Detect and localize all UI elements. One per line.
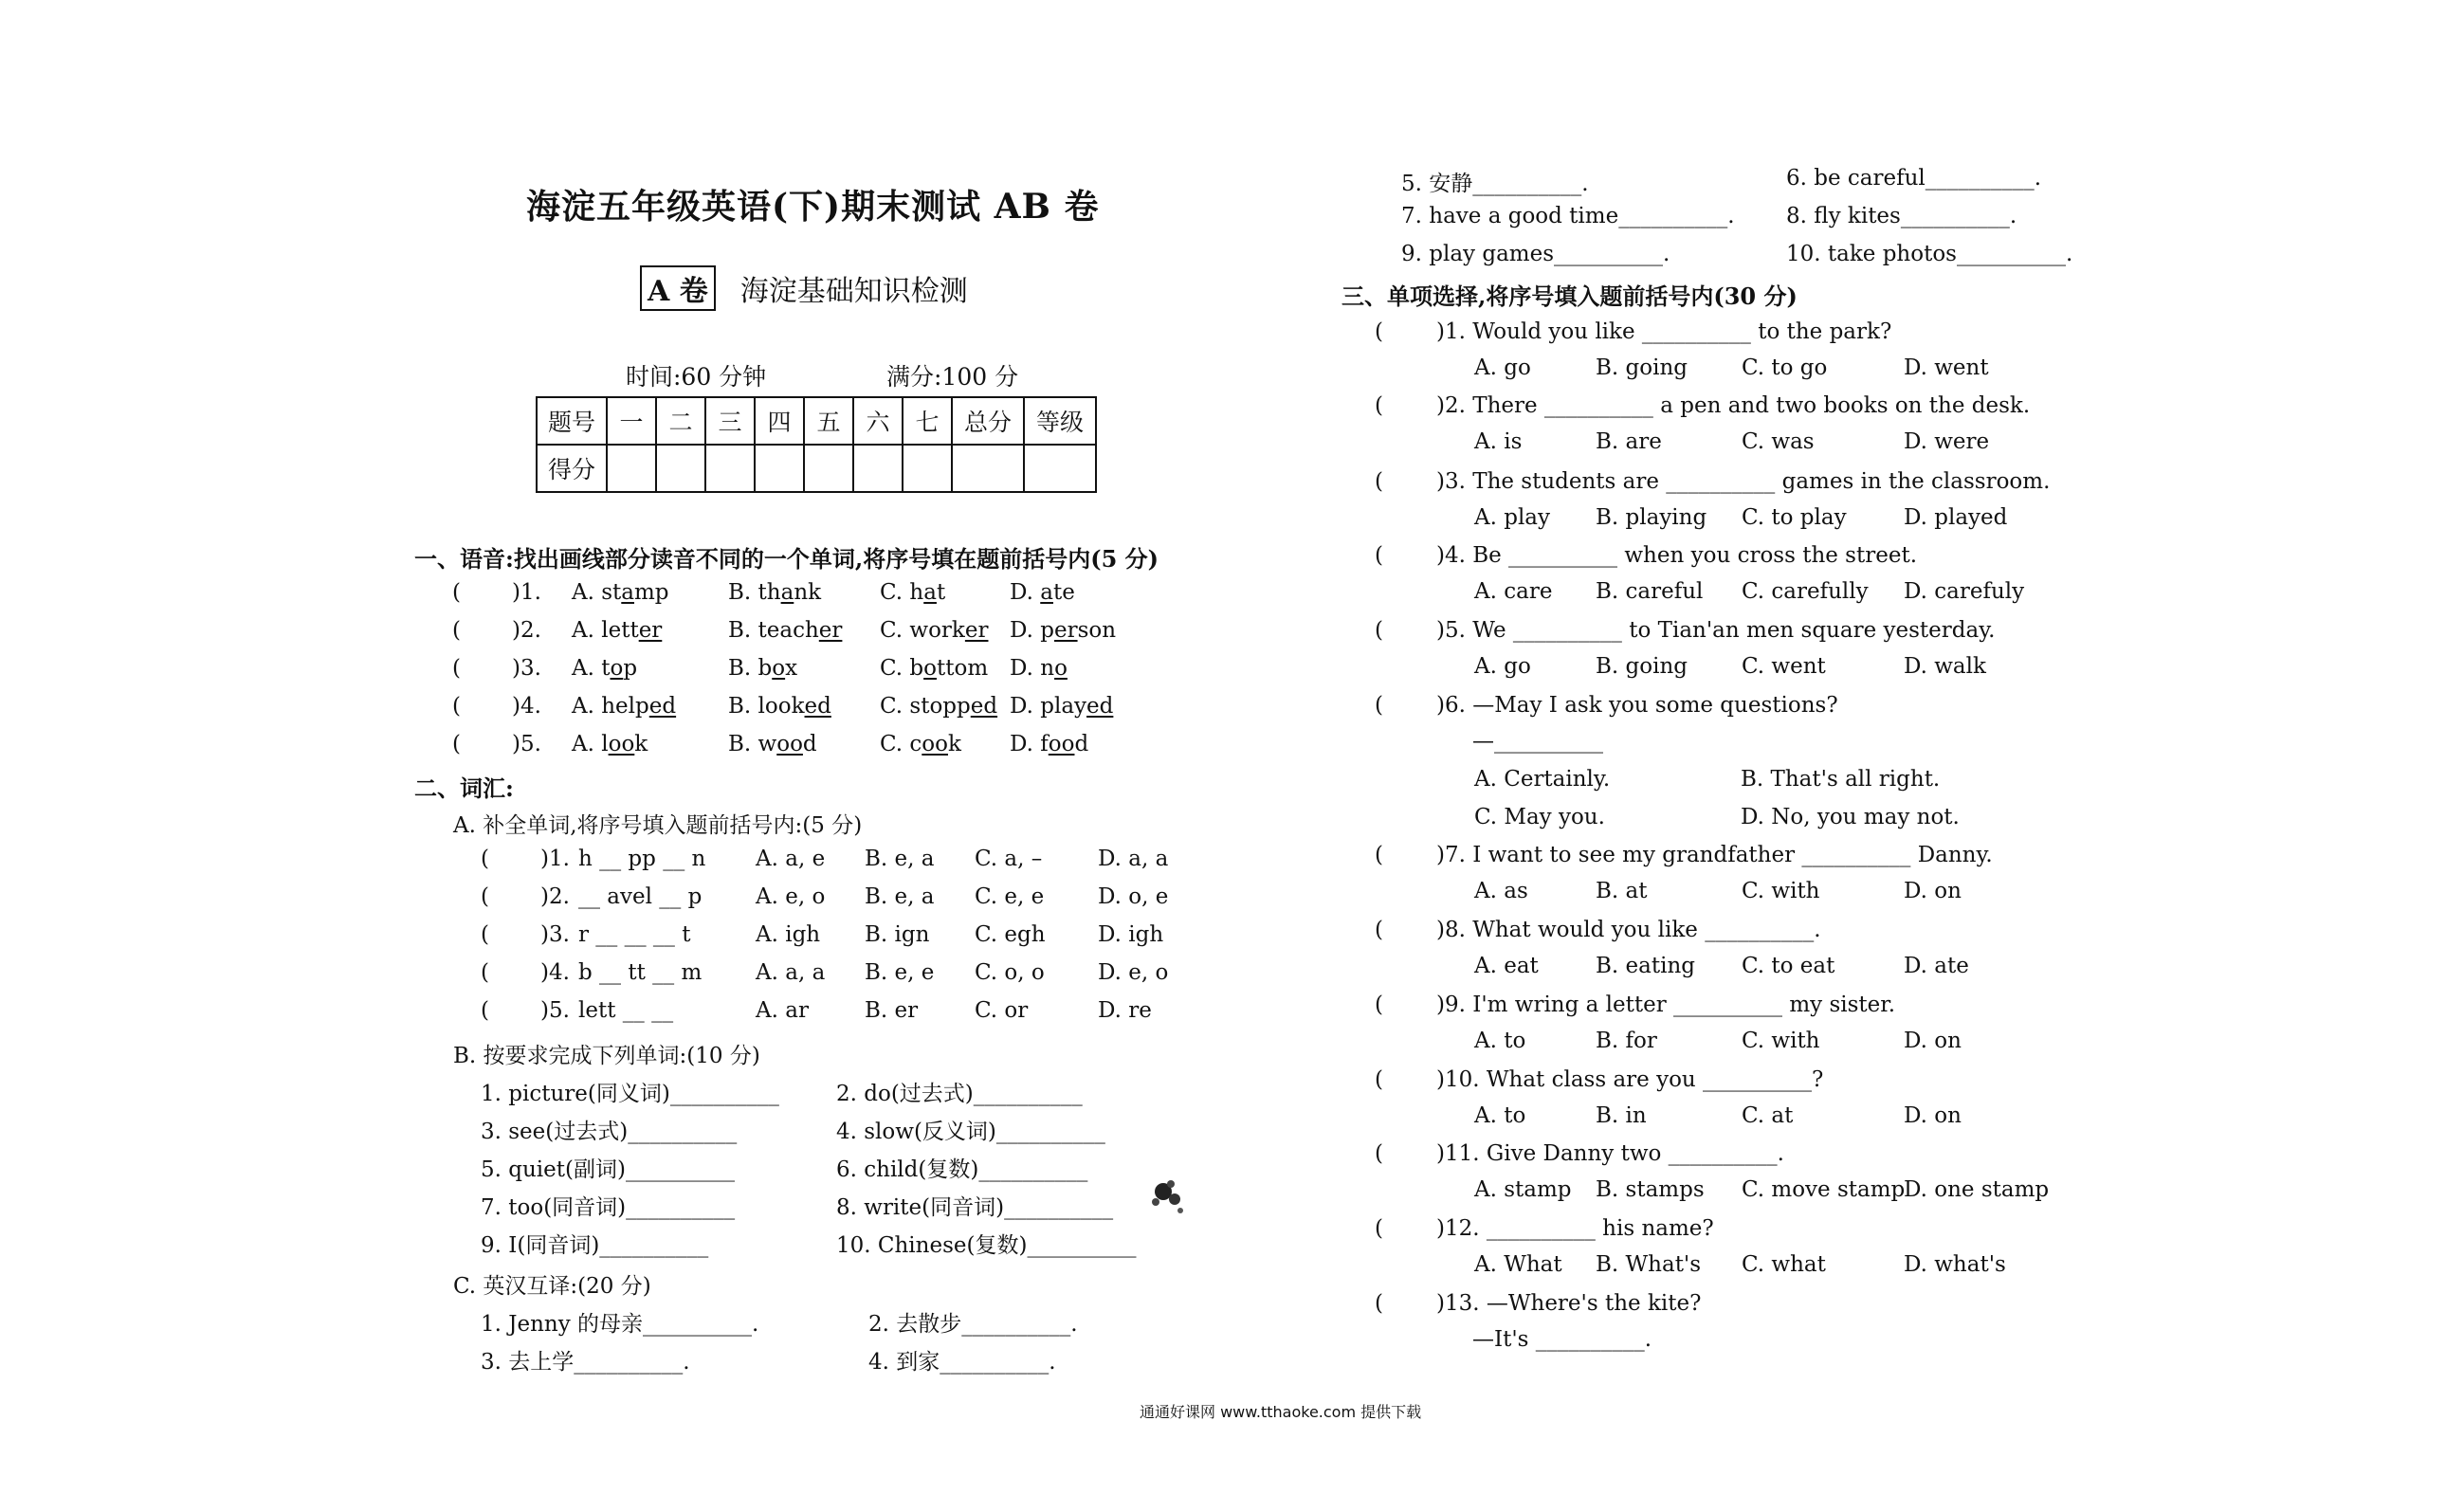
word-task[interactable]: 4. slow(反义词)__________ — [836, 1120, 1105, 1144]
score-cell-header: 题号 — [537, 397, 607, 445]
option-suffix: x — [785, 656, 798, 681]
option-word — [728, 732, 817, 756]
answer-paren[interactable]: ( — [1375, 1141, 1383, 1166]
option: B. What's — [1596, 1252, 1702, 1277]
underlined-part: ed — [648, 694, 677, 719]
option-word — [728, 580, 821, 605]
score-cell-empty[interactable] — [755, 445, 804, 492]
option-letters: A. ar — [756, 998, 809, 1023]
option: D. what's — [1904, 1252, 2006, 1277]
option: D. carefuly — [1904, 579, 2025, 604]
option-letters: C. or — [975, 998, 1029, 1023]
answer-paren[interactable]: ( — [1375, 618, 1383, 643]
score-cell-header: 六 — [853, 397, 903, 445]
word-task[interactable]: 3. see(过去式)__________ — [481, 1120, 738, 1144]
underlined-part: er — [818, 618, 843, 643]
answer-paren[interactable]: ( — [452, 656, 461, 681]
answer-paren[interactable]: ( — [1375, 1291, 1383, 1316]
option: B. are — [1596, 429, 1662, 454]
option: C. to go — [1742, 355, 1828, 380]
option-word — [572, 732, 648, 756]
option-letters: D. igh — [1098, 922, 1164, 947]
underlined-part: o — [1054, 656, 1068, 681]
score-cell-empty[interactable] — [656, 445, 705, 492]
question-text: )2. There __________ a pen and two books on the desk. — [1436, 393, 2031, 418]
option: B. going — [1596, 654, 1688, 679]
question-text: )3. The students are __________ games in the classroom. — [1436, 469, 2051, 494]
option: B. That's all right. — [1741, 767, 1941, 792]
question-text: )9. I'm wring a letter __________ my sister. — [1436, 993, 1896, 1017]
score-cell-header: 七 — [903, 397, 952, 445]
ink-blot-icon — [1142, 1171, 1190, 1218]
translation-task[interactable]: 5. 安静__________. — [1401, 172, 1589, 196]
section1-title: 一、语音:找出画线部分读音不同的一个单词,将序号填在题前括号内(5 分) — [414, 545, 1159, 573]
option: D. on — [1904, 1103, 1962, 1128]
option-word — [1010, 656, 1068, 681]
question-number: )4. — [540, 960, 570, 985]
option: D. went — [1904, 355, 1989, 380]
option-word — [1010, 618, 1116, 643]
translation-task[interactable]: 8. fly kites__________. — [1786, 204, 2017, 228]
score-cell-header: 一 — [607, 397, 656, 445]
option-prefix: C. work — [880, 618, 965, 643]
answer-paren[interactable]: ( — [481, 960, 489, 985]
option-word — [1010, 580, 1075, 605]
answer-paren[interactable]: ( — [1375, 1216, 1383, 1241]
option-word — [572, 694, 676, 719]
score-cell-empty[interactable] — [705, 445, 755, 492]
option-letters: C. o, o — [975, 960, 1045, 985]
option-letters: B. e, a — [865, 884, 935, 909]
option-suffix: p — [623, 656, 638, 681]
option: A. stamp — [1474, 1177, 1572, 1202]
question-text: )13. —Where's the kite? — [1436, 1291, 1702, 1316]
incomplete-word: h __ pp __ n — [578, 847, 706, 871]
option: A. Certainly. — [1474, 767, 1611, 792]
option-word — [880, 732, 961, 756]
option-prefix: C. h — [880, 580, 924, 605]
page-title: 海淀五年级英语(下)期末测试 AB 卷 — [526, 187, 1100, 227]
option-word — [572, 618, 662, 643]
answer-paren[interactable]: ( — [452, 618, 461, 643]
underlined-part: ed — [970, 694, 998, 719]
answer-dash: —It's __________. — [1472, 1327, 1652, 1352]
subtitle-text: 海淀基础知识检测 — [739, 275, 968, 308]
option-suffix: nk — [794, 580, 822, 605]
option: C. to play — [1742, 505, 1847, 530]
answer-paren[interactable]: ( — [452, 732, 461, 756]
option: C. what — [1742, 1252, 1826, 1277]
incomplete-word: __ avel __ p — [578, 884, 703, 909]
option: B. at — [1596, 879, 1648, 903]
option: C. move stamp — [1742, 1177, 1906, 1202]
section3-title: 三、单项选择,将序号填入题前括号内(30 分) — [1342, 282, 1798, 310]
option-suffix: k — [948, 732, 961, 756]
word-task[interactable]: 9. I(同音词)__________ — [481, 1233, 709, 1258]
underlined-part: ed — [1086, 694, 1114, 719]
underlined-part: a — [1040, 580, 1053, 605]
answer-paren[interactable]: ( — [1375, 319, 1383, 344]
option-letters: A. a, e — [756, 847, 826, 871]
underlined-part: oo — [776, 732, 803, 756]
section2-partA-title: A. 补全单词,将序号填入题前括号内:(5 分) — [453, 813, 863, 838]
translation-task[interactable]: 4. 到家__________. — [868, 1350, 1056, 1375]
option: C. was — [1742, 429, 1815, 454]
underlined-part: o — [923, 656, 937, 681]
incomplete-word: lett __ __ — [578, 998, 674, 1023]
option-prefix: B. w — [728, 732, 777, 756]
option: A. care — [1474, 579, 1553, 604]
option-word — [728, 656, 797, 681]
option: D. one stamp — [1904, 1177, 2050, 1202]
score-cell-empty[interactable] — [607, 445, 656, 492]
word-task[interactable]: 8. write(同音词)__________ — [836, 1195, 1114, 1220]
answer-paren[interactable]: ( — [1375, 393, 1383, 418]
option: C. with — [1742, 1029, 1820, 1053]
option-letters: D. a, a — [1098, 847, 1169, 871]
section2-partC-title: C. 英汉互译:(20 分) — [453, 1274, 651, 1299]
score-cell-header: 四 — [755, 397, 804, 445]
score-cell-empty[interactable] — [804, 445, 853, 492]
option-letters: D. re — [1098, 998, 1152, 1023]
option: B. in — [1596, 1103, 1647, 1128]
answer-paren[interactable]: ( — [1375, 693, 1383, 718]
option-letters: B. e, a — [865, 847, 935, 871]
score-row-label: 得分 — [537, 445, 607, 492]
option: A. go — [1474, 654, 1531, 679]
option-word — [1010, 732, 1088, 756]
option-prefix: D. n — [1010, 656, 1055, 681]
answer-paren[interactable]: ( — [481, 884, 489, 909]
word-task[interactable]: 5. quiet(副词)__________ — [481, 1157, 735, 1182]
translation-task[interactable]: 3. 去上学__________. — [481, 1350, 690, 1375]
option-word — [728, 694, 831, 719]
question-number: )5. — [540, 998, 570, 1023]
option: A. to — [1474, 1103, 1526, 1128]
option: D. walk — [1904, 654, 1986, 679]
question-text: )8. What would you like __________. — [1436, 918, 1821, 942]
score-cell-empty[interactable] — [1024, 445, 1096, 492]
translation-task[interactable]: 1. Jenny 的母亲__________. — [481, 1312, 759, 1337]
option-word — [880, 618, 988, 643]
paper-a-label: A 卷 — [640, 265, 716, 311]
option: D. ate — [1904, 954, 1969, 978]
score-cell-empty[interactable] — [903, 445, 952, 492]
option-word — [1010, 694, 1113, 719]
option: B. going — [1596, 355, 1688, 380]
score-cell-header: 五 — [804, 397, 853, 445]
answer-paren[interactable]: ( — [452, 580, 461, 605]
option-prefix: D. p — [1010, 618, 1054, 643]
option-letters: D. o, e — [1098, 884, 1169, 909]
option-suffix: te — [1052, 580, 1075, 605]
underlined-part: oo — [922, 732, 948, 756]
option-letters: C. egh — [975, 922, 1046, 947]
option-letters: B. e, e — [865, 960, 935, 985]
underlined-part: a — [780, 580, 794, 605]
translation-task[interactable]: 6. be careful__________. — [1786, 166, 2042, 191]
score-table-header-row — [537, 397, 1096, 445]
option-word — [572, 580, 669, 605]
section2-partB-title: B. 按要求完成下列单词:(10 分) — [453, 1044, 760, 1068]
subtitle — [640, 265, 968, 311]
underlined-part: ed — [804, 694, 831, 719]
option-prefix: A. t — [572, 656, 611, 681]
underlined-part: er — [1053, 618, 1078, 643]
question-number: )2. — [540, 884, 570, 909]
answer-paren[interactable]: ( — [1375, 843, 1383, 867]
underlined-part: a — [923, 580, 937, 605]
option-suffix: son — [1077, 618, 1117, 643]
option: D. on — [1904, 1029, 1962, 1053]
question-text: )12. __________ his name? — [1436, 1216, 1714, 1241]
answer-paren[interactable]: ( — [1375, 543, 1383, 568]
option: A. play — [1474, 505, 1551, 530]
option: D. on — [1904, 879, 1962, 903]
question-number: )1. — [540, 847, 570, 871]
option: B. careful — [1596, 579, 1704, 604]
option-prefix: C. b — [880, 656, 924, 681]
score-cell-header: 二 — [656, 397, 705, 445]
option: B. for — [1596, 1029, 1657, 1053]
underlined-part: a — [621, 580, 634, 605]
option-word — [572, 656, 637, 681]
question-number: )2. — [512, 618, 541, 643]
underlined-part: oo — [1048, 732, 1075, 756]
option: D. were — [1904, 429, 1990, 454]
underlined-part: er — [964, 618, 989, 643]
option: C. to eat — [1742, 954, 1835, 978]
option: C. with — [1742, 879, 1820, 903]
underlined-part: o — [772, 656, 786, 681]
option: D. played — [1904, 505, 2008, 530]
answer-paren[interactable]: ( — [1375, 1067, 1383, 1092]
option: C. went — [1742, 654, 1826, 679]
option-prefix: D. f — [1010, 732, 1049, 756]
answer-paren[interactable]: ( — [481, 998, 489, 1023]
option-word — [880, 580, 945, 605]
option-prefix: A. st — [572, 580, 622, 605]
underlined-part: o — [610, 656, 624, 681]
option: C. May you. — [1474, 805, 1605, 829]
question-number: )3. — [512, 656, 541, 681]
option: A. to — [1474, 1029, 1526, 1053]
option-prefix: D. play — [1010, 694, 1087, 719]
option-letters: B. ign — [865, 922, 930, 947]
option-prefix: A. lett — [572, 618, 639, 643]
option: A. eat — [1474, 954, 1539, 978]
score-cell-empty[interactable] — [853, 445, 903, 492]
score-cell-empty[interactable] — [952, 445, 1024, 492]
underlined-part: oo — [608, 732, 635, 756]
option: D. No, you may not. — [1741, 805, 1960, 829]
question-text: )1. Would you like __________ to the park? — [1436, 319, 1892, 344]
option-prefix: C. stopp — [880, 694, 971, 719]
option-prefix: D. — [1010, 580, 1041, 605]
option: C. carefully — [1742, 579, 1869, 604]
underlined-part: er — [638, 618, 663, 643]
answer-paren[interactable]: ( — [1375, 918, 1383, 942]
option-word — [880, 694, 997, 719]
option-word — [880, 656, 988, 681]
translation-task[interactable]: 7. have a good time__________. — [1401, 204, 1735, 228]
option-prefix: A. help — [572, 694, 649, 719]
option: B. playing — [1596, 505, 1707, 530]
word-task[interactable]: 7. too(同音词)__________ — [481, 1195, 736, 1220]
option-letters: B. er — [865, 998, 919, 1023]
answer-paren[interactable]: ( — [481, 847, 489, 871]
option: A. as — [1474, 879, 1528, 903]
question-text: )7. I want to see my grandfather __________ Danny. — [1436, 843, 1993, 867]
option-suffix: ttom — [936, 656, 989, 681]
exam-full-score: 满分:100 分 — [886, 363, 1019, 391]
option-letters: A. e, o — [756, 884, 826, 909]
score-cell-header: 总分 — [952, 397, 1024, 445]
question-number: )1. — [512, 580, 541, 605]
question-text: )4. Be __________ when you cross the street. — [1436, 543, 1917, 568]
option-prefix: B. th — [728, 580, 781, 605]
option-prefix: B. teach — [728, 618, 819, 643]
option-letters: A. igh — [756, 922, 821, 947]
answer-paren[interactable]: ( — [1375, 993, 1383, 1017]
option-letters: A. a, a — [756, 960, 826, 985]
option: A. What — [1474, 1252, 1562, 1277]
option-word — [728, 618, 842, 643]
option-letters: D. e, o — [1098, 960, 1169, 985]
score-table — [536, 396, 1097, 493]
section2-title: 二、词汇: — [414, 774, 514, 802]
option-suffix: mp — [634, 580, 669, 605]
option: A. is — [1474, 429, 1523, 454]
option-prefix: A. l — [572, 732, 609, 756]
question-number: )5. — [512, 732, 541, 756]
word-task[interactable]: 1. picture(同义词)__________ — [481, 1082, 779, 1106]
question-text: )5. We __________ to Tian'an men square yesterday. — [1436, 618, 1996, 643]
option-prefix: C. c — [880, 732, 922, 756]
option-prefix: B. b — [728, 656, 773, 681]
incomplete-word: b __ tt __ m — [578, 960, 703, 985]
question-text: )6. —May I ask you some questions? — [1436, 693, 1838, 718]
option-suffix: d — [1074, 732, 1089, 756]
option-suffix: t — [936, 580, 946, 605]
question-text: )11. Give Danny two __________. — [1436, 1141, 1784, 1166]
score-cell-header: 等级 — [1024, 397, 1096, 445]
option: C. at — [1742, 1103, 1794, 1128]
translation-task[interactable]: 2. 去散步__________. — [868, 1312, 1078, 1337]
option: B. eating — [1596, 954, 1695, 978]
option: B. stamps — [1596, 1177, 1705, 1202]
question-number: )4. — [512, 694, 541, 719]
exam-time: 时间:60 分钟 — [626, 363, 767, 391]
incomplete-word: r __ __ __ t — [578, 922, 691, 947]
word-task[interactable]: 10. Chinese(复数)__________ — [836, 1233, 1137, 1258]
option: A. go — [1474, 355, 1531, 380]
score-table-score-row — [537, 445, 1096, 492]
option-prefix: B. look — [728, 694, 805, 719]
word-task[interactable]: 6. child(复数)__________ — [836, 1157, 1088, 1182]
footer-credit: 通通好课网 www.tthaoke.com 提供下载 — [1140, 1403, 1422, 1421]
question-number: )3. — [540, 922, 570, 947]
word-task[interactable]: 2. do(过去式)__________ — [836, 1082, 1083, 1106]
answer-paren[interactable]: ( — [481, 922, 489, 947]
answer-paren[interactable]: ( — [1375, 469, 1383, 494]
translation-task[interactable]: 10. take photos__________. — [1786, 242, 2073, 266]
option-suffix: k — [634, 732, 648, 756]
translation-task[interactable]: 9. play games__________. — [1401, 242, 1670, 266]
score-cell-header: 三 — [705, 397, 755, 445]
option-suffix: d — [802, 732, 817, 756]
answer-dash: —__________ — [1472, 729, 1603, 754]
option-letters: C. e, e — [975, 884, 1045, 909]
question-text: )10. What class are you __________? — [1436, 1067, 1824, 1092]
answer-paren[interactable]: ( — [452, 694, 461, 719]
option-letters: C. a, – — [975, 847, 1043, 871]
